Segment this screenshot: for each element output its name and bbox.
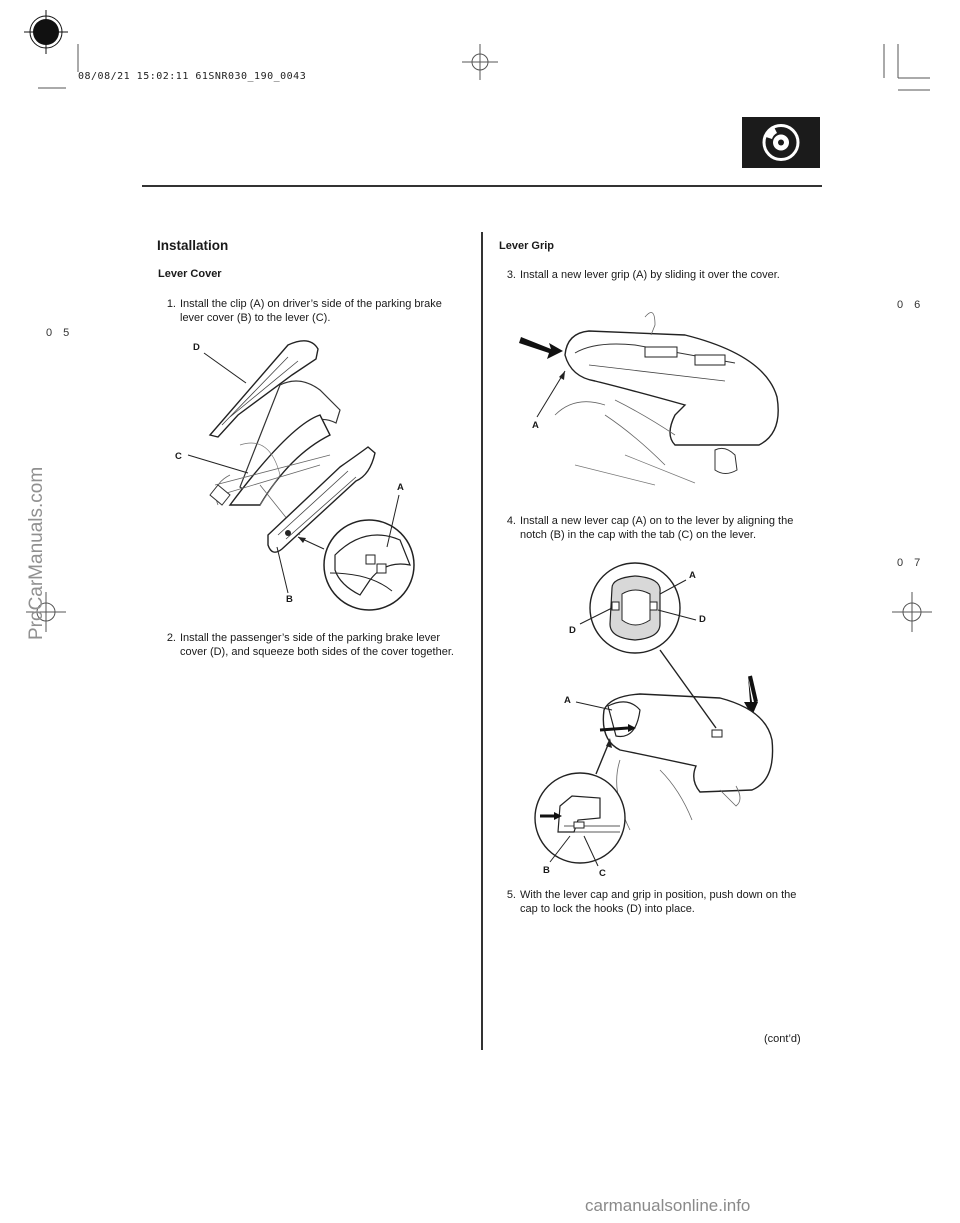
fig1-label-c: C bbox=[175, 451, 182, 462]
column-divider bbox=[481, 232, 483, 1050]
step-text: Install a new lever grip (A) by sliding it over the cover. bbox=[520, 269, 780, 281]
step-number: 2. bbox=[166, 632, 176, 644]
lever-grip-figure bbox=[515, 305, 805, 495]
step-5 bbox=[490, 888, 810, 916]
lever-cover-heading: Lever Cover bbox=[158, 268, 222, 280]
fig3-label-d-left: D bbox=[569, 625, 576, 636]
fig3-label-c: C bbox=[599, 868, 606, 879]
step-number: 3. bbox=[506, 269, 516, 281]
fig3-label-d-right: D bbox=[699, 614, 706, 625]
lever-grip-heading: Lever Grip bbox=[499, 240, 555, 252]
step-number: 1. bbox=[166, 298, 176, 310]
continued-note: (cont’d) bbox=[764, 1033, 801, 1045]
crosshair-top-icon bbox=[462, 44, 498, 80]
lever-cover-figure bbox=[170, 335, 470, 625]
header-rule bbox=[142, 185, 822, 187]
fig2-label-a: A bbox=[532, 420, 539, 431]
step-4 bbox=[490, 514, 810, 542]
step-text: Install the passenger’s side of the parking brake lever cover (D), and squeeze both sides of the cover together. bbox=[180, 632, 454, 658]
fig1-label-b: B bbox=[286, 594, 293, 605]
section-title: Installation bbox=[157, 238, 229, 253]
print-code: 08/08/21 15:02:11 61SNR030_190_0043 bbox=[78, 71, 307, 82]
side-marker-07: 0 7 bbox=[897, 557, 925, 569]
brake-disc-icon bbox=[742, 117, 820, 168]
step-number: 5. bbox=[506, 889, 516, 901]
step-text: Install the clip (A) on driver’s side of the parking brake lever cover (B) to the lever (C). bbox=[180, 298, 442, 324]
side-marker-05: 0 5 bbox=[46, 327, 74, 339]
watermark-left: ProCarManuals.com bbox=[26, 466, 47, 640]
fig3-label-a-mid: A bbox=[564, 695, 571, 706]
step-3 bbox=[490, 268, 810, 282]
watermark-bottom: carmanualsonline.info bbox=[585, 1196, 751, 1215]
fig3-label-a-top: A bbox=[689, 570, 696, 581]
step-2 bbox=[150, 631, 468, 659]
lever-cap-figure bbox=[500, 560, 820, 880]
step-text: Install a new lever cap (A) on to the lever by aligning the notch (B) in the cap with the tab (C) on the lever. bbox=[520, 515, 794, 541]
step-1 bbox=[150, 297, 468, 325]
fig3-label-b: B bbox=[543, 865, 550, 876]
crosshair-right-icon bbox=[892, 592, 932, 632]
side-marker-06: 0 6 bbox=[897, 299, 925, 311]
step-text: With the lever cap and grip in position, push down on the cap to lock the hooks (D) into place. bbox=[520, 889, 797, 915]
fig1-label-a: A bbox=[397, 482, 404, 493]
fig1-label-d: D bbox=[193, 342, 200, 353]
registration-target-icon bbox=[24, 10, 68, 54]
step-number: 4. bbox=[506, 515, 516, 527]
